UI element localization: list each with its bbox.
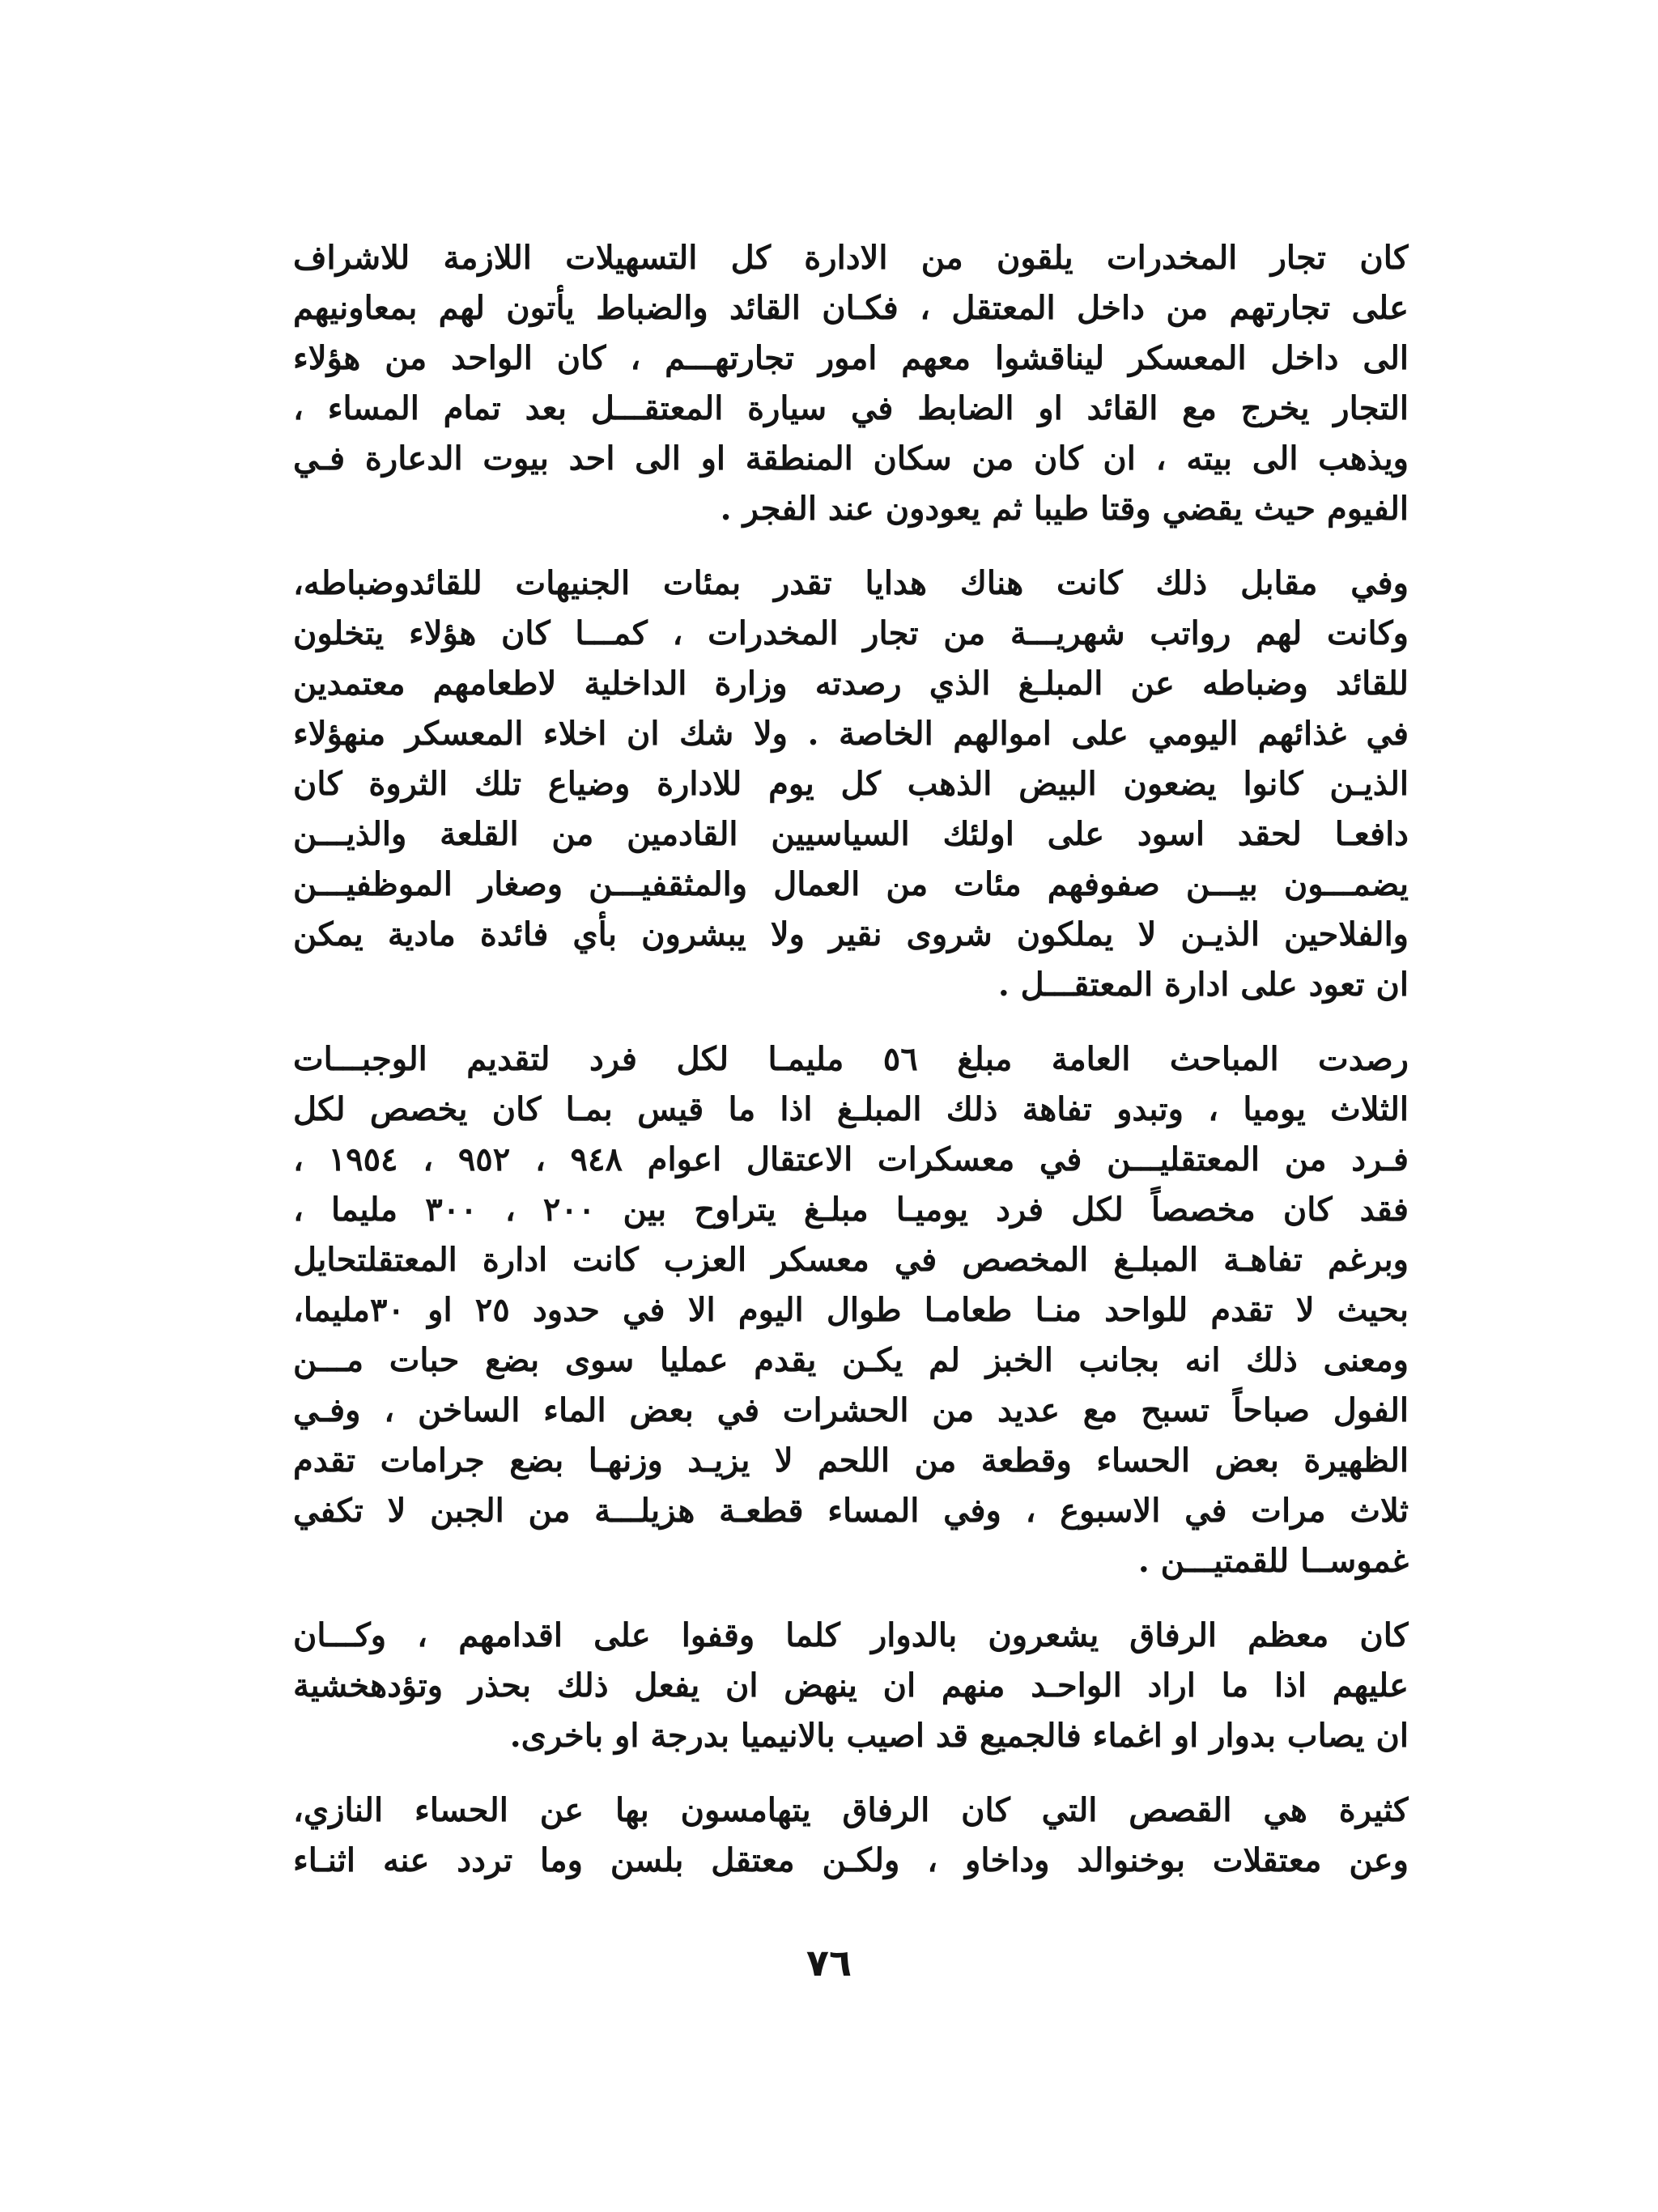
text-line: وعن معتقلات بوخنوالد وداخاو ، ولكـن معتقل بلسن وما تردد عنه اثنـاء bbox=[293, 1841, 1409, 1879]
paragraph bbox=[293, 233, 1409, 534]
paragraph bbox=[293, 1785, 1409, 1886]
text-line: ويذهب الى بيته ، ان كان من سكان المنطقة او الى احد بيوت الدعارة فـي bbox=[293, 439, 1409, 478]
text-line: الظهيرة بعض الحساء وقطعة من اللحم لا يزيـد وزنهـا بضع جرامات تقدم bbox=[293, 1441, 1409, 1480]
text-line: التجار يخرج مع القائد او الضابط في سيارة المعتقـــل بعد تمام المساء ، bbox=[293, 389, 1409, 427]
text-line: وبرغم تفاهـة المبلـغ المخصص في معسكر العزب كانت ادارة المعتقلتحايل bbox=[293, 1241, 1409, 1279]
text-line: كان تجار المخدرات يلقون من الادارة كل التسهيلات اللازمة للاشراف bbox=[293, 239, 1409, 277]
text-line: فـرد من المعتقليـــن في معسكرات الاعتقال اعوام ٩٤٨ ، ٩٥٢ ، ١٩٥٤ ، bbox=[293, 1140, 1409, 1178]
page-number: ٧٦ bbox=[806, 1941, 852, 1985]
text-line: الفيوم حيث يقضي وقتا طيبا ثم يعودون عند الفجر . bbox=[720, 490, 1409, 528]
text-line: الذيـن كانوا يضعون البيض الذهب كل يوم للادارة وضياع تلك الثروة كان bbox=[293, 765, 1409, 803]
text-line: ثلاث مرات في الاسبوع ، وفي المساء قطعـة هزيلـــة من الجبن لا تكفي bbox=[293, 1492, 1409, 1530]
paragraph bbox=[293, 558, 1409, 1010]
text-line: دافعـا لحقد اسود على اولئك السياسيين القادمين من القلعة والذيـــن bbox=[293, 815, 1409, 853]
text-line: رصدت المباحث العامة مبلغ ٥٦ مليمـا لكل فرد لتقديم الوجبـــات bbox=[293, 1040, 1409, 1078]
text-line: ومعنى ذلك انه بجانب الخبز لم يكـن يقدم عمليا سوى بضع حبات مـــن bbox=[293, 1341, 1409, 1379]
text-line: الى داخل المعسكر ليناقشوا معهم امور تجارتهـــم ، كان الواحد من هؤلاء bbox=[293, 339, 1409, 377]
body-text bbox=[293, 233, 1409, 1910]
text-line: يضمـــون بيـــن صفوفهم مئات من العمال والمثقفيـــن وصغار الموظفيـــن bbox=[293, 865, 1409, 903]
text-line: بحيث لا تقدم للواحد منـا طعامـا طوال اليوم الا في حدود ٢٥ او ٣٠مليما، bbox=[293, 1291, 1409, 1329]
text-line: ان تعود على ادارة المعتقـــل . bbox=[997, 966, 1409, 1004]
text-line: ان يصاب بدوار او اغماء فالجميع قد اصيب بالانيميا بدرجة او باخرى. bbox=[509, 1717, 1409, 1755]
text-line: وفي مقابل ذلك كانت هناك هدايا تقدر بمئات الجنيهات للقائدوضباطه، bbox=[293, 564, 1409, 602]
text-line: في غذائهم اليومي على اموالهم الخاصة . ولا شك ان اخلاء المعسكر منهؤلاء bbox=[293, 715, 1409, 753]
text-line: كثيرة هي القصص التي كان الرفاق يتهامسون بها عن الحساء النازي، bbox=[293, 1791, 1409, 1829]
text-line: والفلاحين الذيـن لا يملكون شروى نقير ولا يبشرون بأي فائدة مادية يمكن bbox=[293, 915, 1409, 953]
text-line: وكانت لهم رواتب شهريـــة من تجار المخدرات ، كمـــا كان هؤلاء يتخلون bbox=[293, 614, 1409, 652]
text-line: فقد كان مخصصاً لكل فرد يوميـا مبلـغ يتراوح بين ٢٠٠ ، ٣٠٠ مليما ، bbox=[293, 1191, 1409, 1229]
text-line: كان معظم الرفاق يشعرون بالدوار كلما وقفوا على اقدامهم ، وكـــان bbox=[293, 1616, 1409, 1654]
text-line: للقائد وضباطه عن المبلـغ الذي رصدته وزارة الداخلية لاطعامهم معتمدين bbox=[293, 664, 1409, 703]
text-line: الثلاث يوميا ، وتبدو تفاهة ذلك المبلـغ اذا ما قيس بمـا كان يخصص لكل bbox=[293, 1090, 1409, 1128]
text-line: الفول صباحاً تسبح مع عديد من الحشرات في بعض الماء الساخن ، وفـي bbox=[293, 1391, 1409, 1429]
text-line: غموســا للقمتيـــن . bbox=[1137, 1542, 1409, 1580]
paragraph bbox=[293, 1611, 1409, 1761]
text-line: عليهم اذا ما اراد الواحـد منهم ان ينهض ان يفعل ذلك بحذر وتؤدهخشية bbox=[293, 1666, 1409, 1705]
paragraph bbox=[293, 1034, 1409, 1586]
text-line: على تجارتهم من داخل المعتقل ، فكـان القائد والضباط يأتون لهم بمعاونيهم bbox=[293, 289, 1409, 327]
